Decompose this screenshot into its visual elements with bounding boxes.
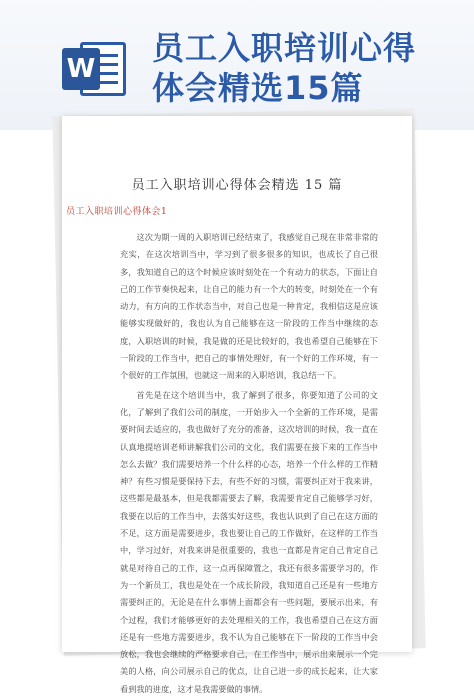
word-document-icon bbox=[62, 36, 126, 100]
document-title: 员工入职培训心得体会精选 15 篇 bbox=[131, 178, 343, 193]
paragraph: 首先是在这个培训当中，我了解到了很多，你要知道了公司的文化，了解到了我们公司的制度，一开始步入一个全新的工作环境，是需要时间去适应的，我也做好了充分的准备，这次培训的时候，我一直在认真地提培训老师讲解我们公司的文化，我们需要在接下来的工作当中怎么去做？我们需要培养一个什么样的心态，培养一个什么样的工作精神？有些习惯是要保持下去，有些不好的习惯，需要纠正对于我来讲，这些都是最基本，但是我都需要去了解，我需要肯定自己能够学习好，我要在以后的工作当中，去落实好这些，我也认识到了自己在这方面的不足，这方面是需要进步，我也要让自己的工作做好，在这样的工作当中，学习过好，对我来讲是很重要的，我也一直都是肯定自己肯定自己就是对待自己的工作，这一点再保障置之，我还有很多需要学习的，作为一个新员工，我也是处在一个成长阶段，我知道自己还是有一些地方需要纠正的，无论是在什么事情上面都会有一些问题，要展示出来，有个过程，我们才能够更好的去处理相关的工作，我也希望自己在这方面还是有一些地方需要进步，我不认为自己能够在下一阶段的工作当中会放松，我也会继续的严格要求自己，在工作当中，展示出来展示一个完美的人格，向公司展示自己的优点，让自己进一步的成长起来，让大家看到我的进度，这才是我需要做的事情。 bbox=[120, 389, 378, 694]
page-title-line-1: 员工入职培训心得 bbox=[152, 29, 417, 67]
paragraph: 这次为期一周的入职培训已经结束了，我感觉自己现在非常非常的充实，在这次培训当中，学习到了很多很多的知识，也成长了自己很多，我知道自己的这个时候应该时刻处在一个有动力的状态，下面让自己的工作节奏快起来，让自己的能力有一个大的转变，时刻处在一个有动力，有方向的工作状态当中，对自己也是一种肯定，我相信这是应该能够实现做好的，我也认为自己能够在这一阶段的工作当中继续的态度，入职培训的时候，我是做的还是比较好的，我也希望自己能够在下一阶段的工作当中，把自己的事情处理好，有一个好的工作环境，有一个很好的工作氛围，也就这一周来的入职培训，我总结一下。 bbox=[120, 232, 378, 381]
document-body bbox=[120, 229, 378, 700]
page-title-line-2: 体会精选15篇 bbox=[152, 69, 364, 107]
page-title bbox=[152, 28, 452, 108]
section-heading: 员工入职培训心得体会1 bbox=[66, 207, 168, 217]
word-letter: W bbox=[62, 48, 100, 90]
